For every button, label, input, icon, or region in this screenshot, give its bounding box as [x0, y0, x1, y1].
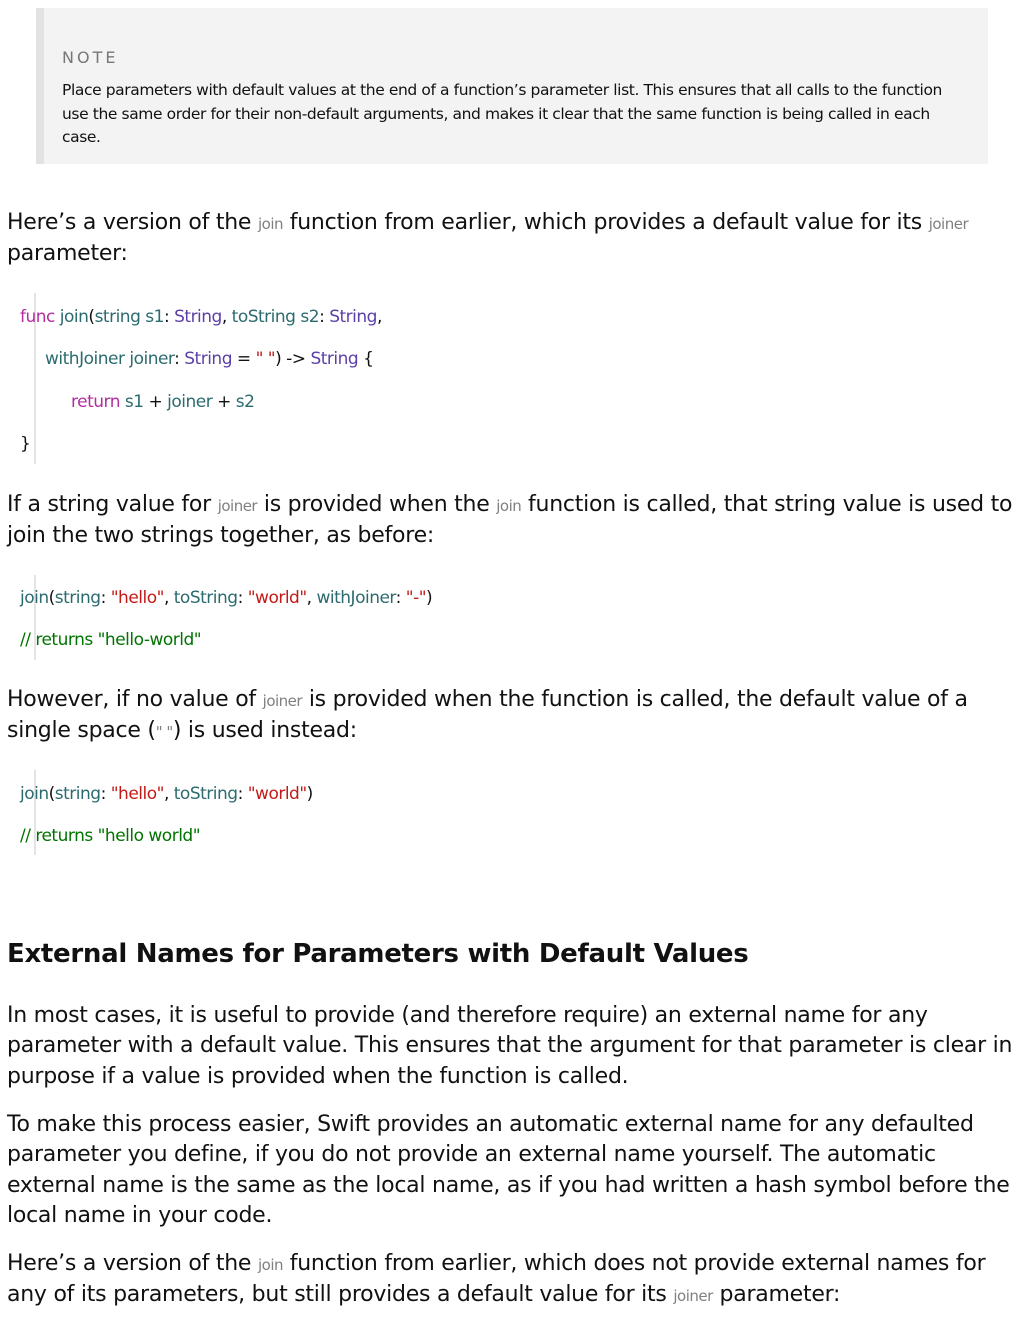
- code-line: [71, 390, 254, 414]
- code-param-name: s2: [300, 307, 320, 327]
- code-punct: ,: [306, 588, 317, 608]
- code-string: "-": [405, 588, 427, 608]
- code-param-name: withJoiner: [45, 349, 125, 369]
- text: However, if no value of: [7, 687, 263, 712]
- code-punct: ) ->: [275, 349, 311, 369]
- inline-code: " ": [155, 723, 173, 742]
- code-punct: :: [237, 588, 248, 608]
- code-punct: :: [163, 307, 175, 327]
- text: parameter:: [7, 241, 128, 267]
- code-punct: :: [395, 588, 406, 608]
- code-type: String: [174, 307, 222, 327]
- code-identifier: s1: [124, 392, 144, 412]
- paragraph-automatic-external-name: To make this process easier, Swift provides an automatic external name for any defaulted parameter you define, if you do not provide an external name yourself. The automatic external name is the same as the local name, as if you had written a hash symbol before the local name in your code.: [7, 1112, 1010, 1228]
- code-punct: :: [319, 307, 330, 327]
- text: ) is used instead:: [172, 718, 357, 744]
- text: If a string value for: [7, 492, 218, 517]
- code-arg-label: string: [54, 588, 101, 608]
- inline-code: joiner: [673, 1287, 713, 1306]
- inline-code: joiner: [217, 497, 258, 515]
- code-comment: // returns "hello world": [20, 826, 201, 846]
- note-label: NOTE: [62, 48, 119, 67]
- code-param-name: joiner: [129, 349, 175, 369]
- code-line: [20, 782, 313, 806]
- code-line: [20, 824, 200, 848]
- inline-code: join: [496, 497, 522, 515]
- inline-code: join: [257, 1256, 283, 1274]
- code-line: [20, 305, 382, 329]
- code-punct: (: [88, 307, 95, 327]
- code-punct: ,: [163, 784, 174, 804]
- text: function is called, that string value is used to join the two strings together, as before:: [7, 492, 1013, 549]
- code-punct: }: [20, 434, 31, 454]
- code-block-join-default-call: [20, 770, 313, 855]
- code-string: "hello": [110, 588, 164, 608]
- code-arg-label: toString: [173, 784, 238, 804]
- code-arg-label: withJoiner: [316, 588, 396, 608]
- code-punct: ,: [376, 307, 382, 327]
- code-string: " ": [255, 349, 276, 369]
- code-type: String: [329, 307, 377, 327]
- code-punct: {: [358, 349, 374, 369]
- code-type: String: [310, 349, 359, 369]
- inline-code: joiner: [262, 692, 303, 710]
- code-punct: :: [100, 784, 111, 804]
- text: is provided when the function is called, the default value of a single space (: [7, 687, 968, 744]
- paragraph-default-space: [7, 685, 1017, 748]
- code-punct: ,: [163, 588, 174, 608]
- code-arg-label: string: [54, 784, 101, 804]
- code-string: "world": [247, 784, 307, 804]
- code-param-name: s1: [145, 307, 164, 327]
- code-arg-label: toString: [173, 588, 238, 608]
- text: parameter:: [712, 1282, 841, 1308]
- inline-code: joiner: [928, 215, 969, 233]
- code-operator: +: [143, 392, 168, 412]
- code-keyword: return: [71, 392, 120, 412]
- text: function from earlier, which does not provide external names for any of its parameters, but still provides a default value for its: [7, 1251, 986, 1308]
- code-identifier: joiner: [167, 392, 213, 412]
- code-punct: :: [100, 588, 111, 608]
- code-punct: ): [306, 784, 313, 804]
- code-punct: :: [174, 349, 185, 369]
- section-heading: External Names for Parameters with Default Values: [7, 939, 749, 969]
- code-type: String: [184, 349, 232, 369]
- code-line: [20, 586, 432, 610]
- code-param-name: string: [94, 307, 141, 327]
- code-punct: ,: [221, 307, 232, 327]
- code-punct: (: [48, 784, 55, 804]
- code-keyword: func: [20, 307, 55, 327]
- code-function-name: join: [59, 307, 89, 327]
- code-punct: (: [48, 588, 55, 608]
- code-punct: :: [237, 784, 248, 804]
- inline-code: join: [257, 215, 283, 233]
- code-line: [45, 347, 373, 371]
- code-param-name: toString: [231, 307, 296, 327]
- text: function from earlier, which provides a default value for its: [283, 210, 929, 235]
- code-operator: +: [212, 392, 236, 412]
- note-text: Place parameters with default values at the end of a function’s parameter list. This ensures that all calls to the function use the same order for their non-default arguments, and makes it clear that the same function is being called in each case.: [62, 81, 942, 146]
- paragraph-intro-default-joiner: [7, 208, 1017, 270]
- code-string: "world": [247, 588, 307, 608]
- code-punct: ): [426, 588, 433, 608]
- paragraph-join-no-external-names: [7, 1249, 1017, 1312]
- code-function-name: join: [20, 588, 49, 608]
- code-string: "hello": [110, 784, 164, 804]
- code-identifier: s2: [235, 392, 255, 412]
- code-block-join-with-joiner: [20, 575, 433, 660]
- note-box: [36, 8, 988, 164]
- paragraph-joiner-provided: [7, 490, 1017, 552]
- code-function-name: join: [20, 784, 49, 804]
- code-punct: =: [232, 349, 256, 369]
- code-block-join-default: [20, 293, 382, 464]
- text: Here’s a version of the: [7, 210, 258, 235]
- paragraph-external-names: In most cases, it is useful to provide (and therefore require) an external name for any parameter with a default value. This ensures that the argument for that parameter is clear in purpose if a value is provided when the function is called.: [7, 1003, 1013, 1089]
- text: Here’s a version of the: [7, 1251, 258, 1276]
- code-comment: // returns "hello-world": [20, 630, 202, 650]
- code-line: [20, 432, 30, 456]
- text: is provided when the: [257, 492, 497, 517]
- code-line: [20, 628, 201, 652]
